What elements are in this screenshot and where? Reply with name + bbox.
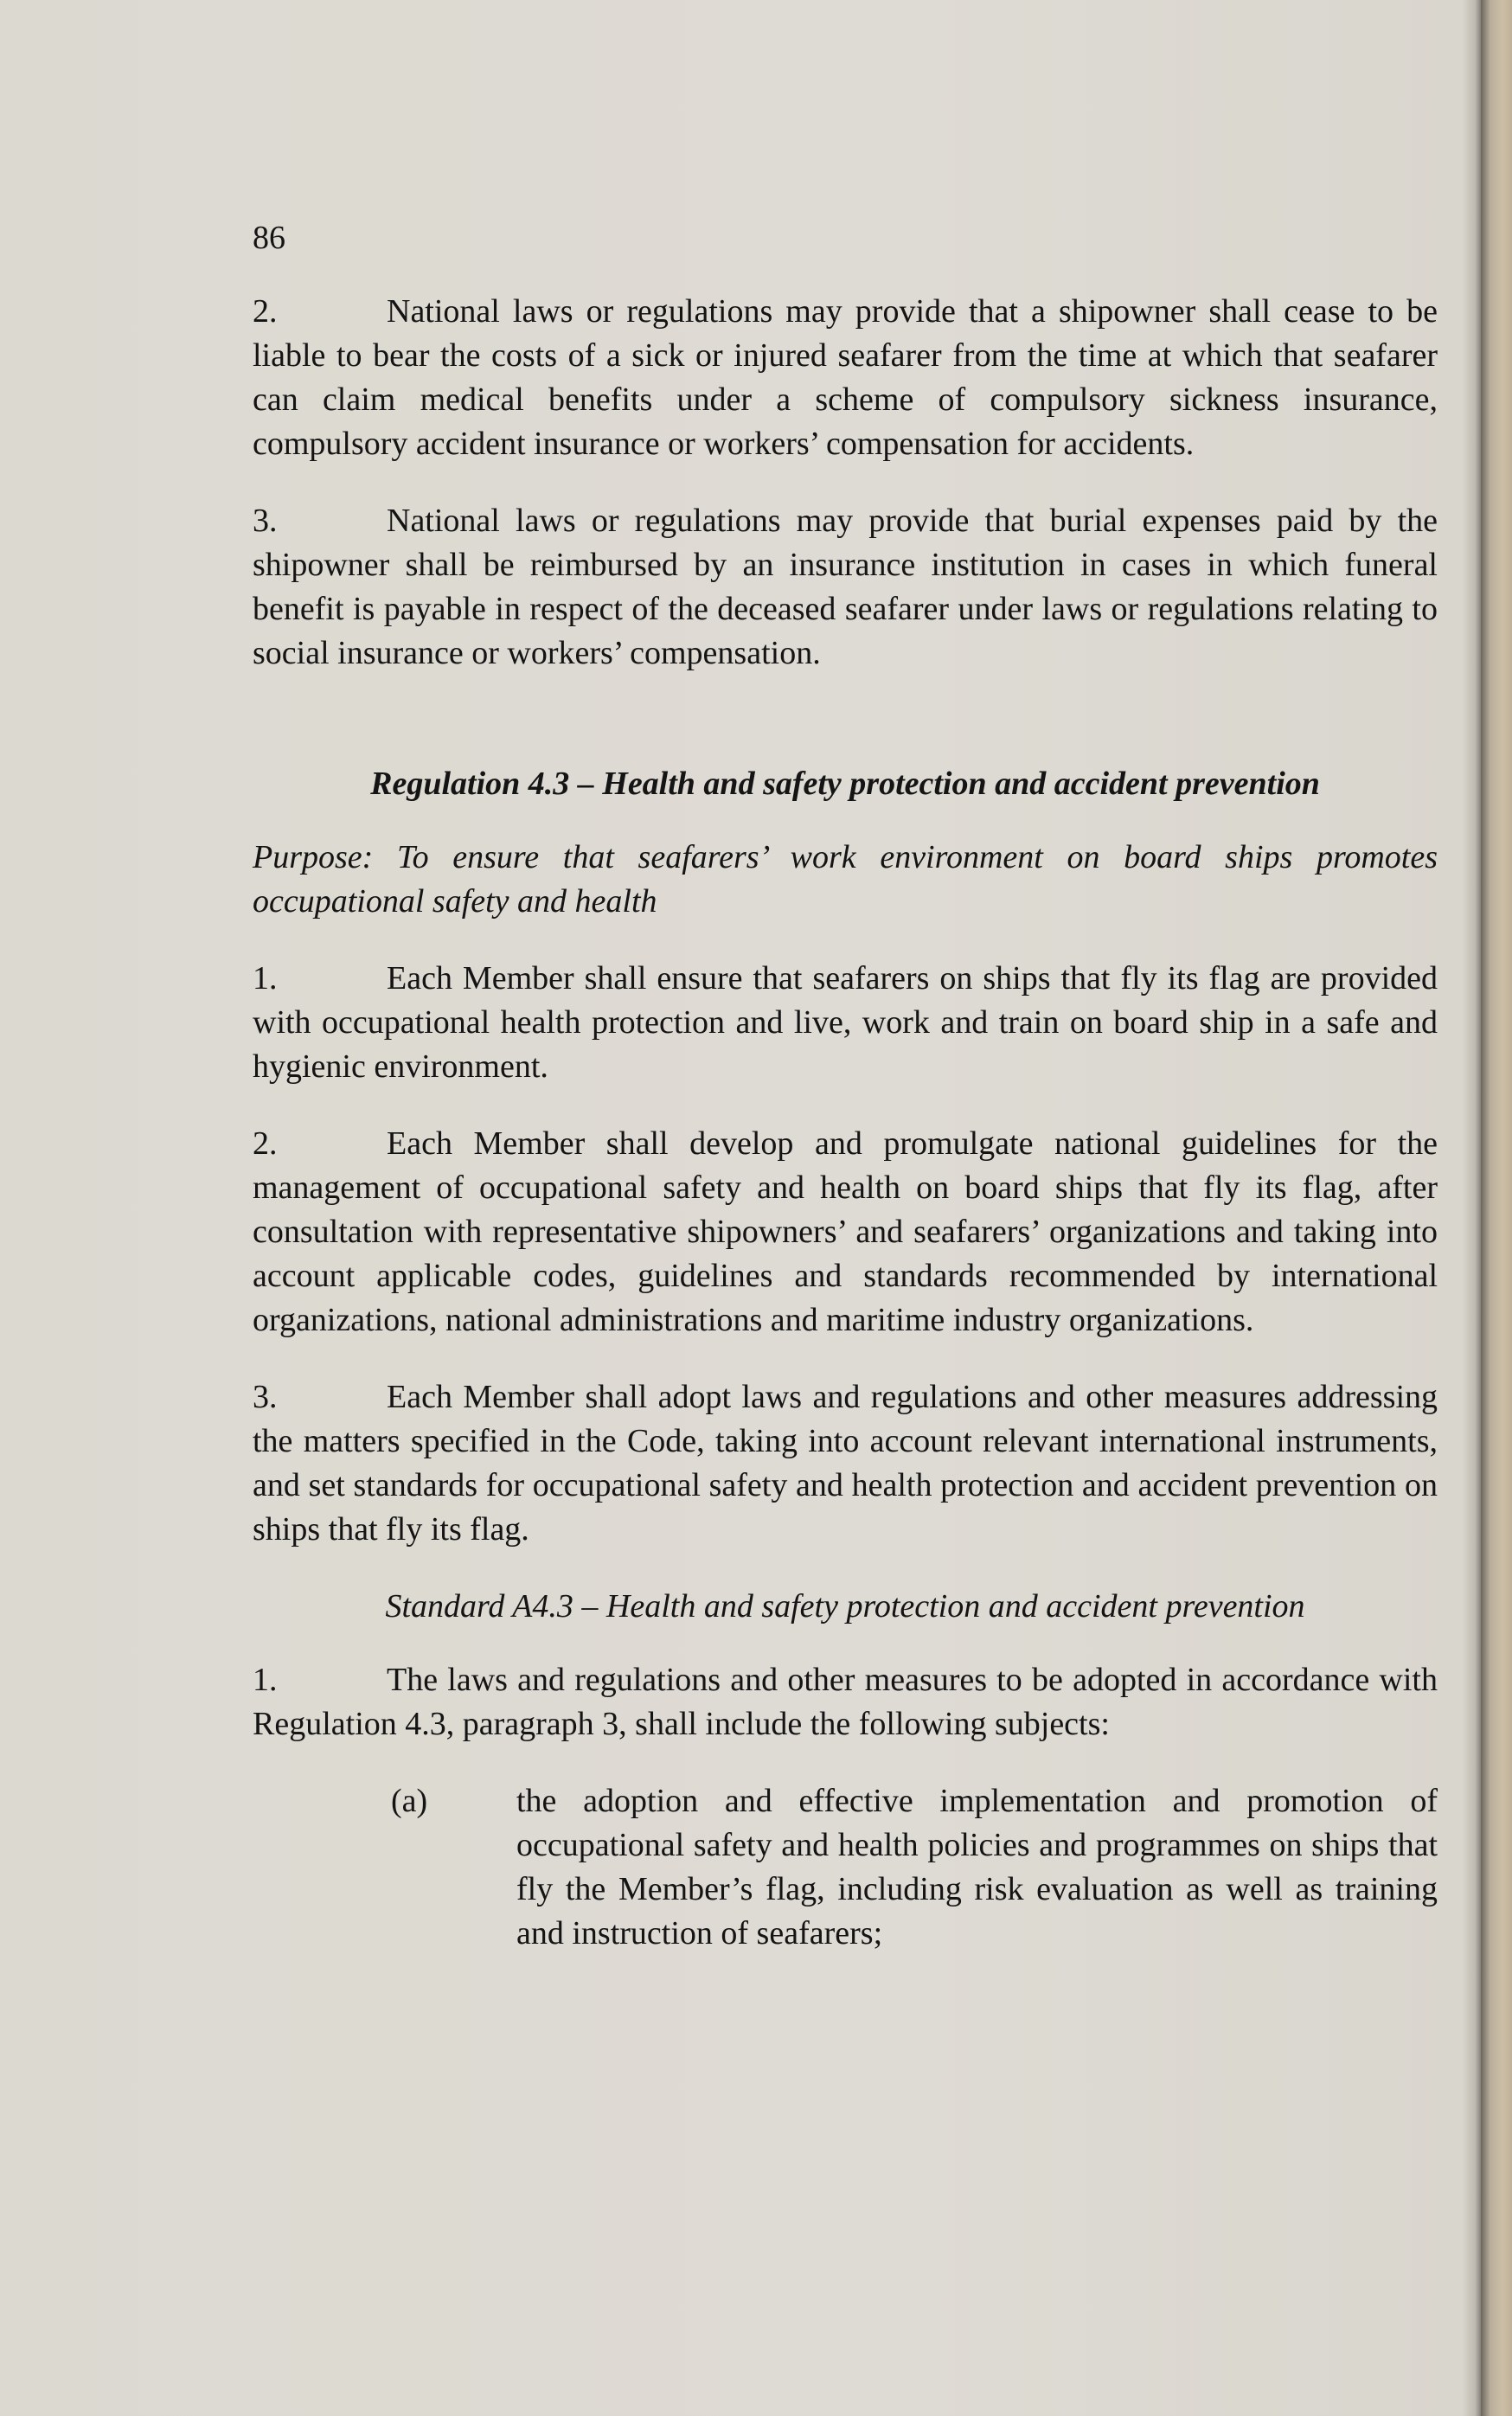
page-edge-shadow [1462, 0, 1481, 2416]
paragraph-number: 1. [253, 960, 278, 997]
paragraph-number: 3. [253, 503, 278, 539]
paragraph-text: National laws or regulations may provide that a shipowner shall cease to be liable to bear the costs of a sick or injured seafarer from the time at which that seafarer can claim medical benefits under a scheme of compulsory sickness insurance, compulsory accident insurance or workers’ compensation for accidents. [253, 293, 1438, 462]
list-item-label: (a) [391, 1783, 428, 1819]
standard-paragraph-1 [253, 1658, 1438, 1746]
paragraph-text: National laws or regulations may provide that burial expenses paid by the shipowner shall be reimbursed by an insurance institution in cases in which funeral benefit is payable in respect of the deceased seafarer under laws or regulations relating to social insurance or workers’ compensation. [253, 503, 1438, 671]
paragraph-number: 2. [253, 293, 278, 330]
list-item [391, 1779, 1438, 1956]
paragraph-number: 1. [253, 1662, 278, 1698]
paragraph-text: Each Member shall ensure that seafarers on ships that fly its flag are provided with occupational health protection and live, work and train on board ship in a safe and hygienic environment. [253, 960, 1438, 1085]
regulation-purpose: Purpose: To ensure that seafarers’ work environment on board ships promotes occupational safety and health [253, 839, 1438, 920]
regulation-title: Regulation 4.3 – Health and safety protection and accident prevention [370, 766, 1320, 802]
page-number: 86 [253, 220, 285, 256]
paragraph-number: 2. [253, 1125, 278, 1162]
regulation-paragraph-1 [253, 957, 1438, 1089]
book-binding [1481, 0, 1512, 2416]
regulation-paragraph-2 [253, 1122, 1438, 1343]
paragraph-3 [253, 499, 1438, 676]
paragraph-text: Each Member shall adopt laws and regulations and other measures addressing the matters specified in the Code, taking into account relevant international instruments, and set standards for occupational safety and health protection and accident prevention on ships that fly its flag. [253, 1379, 1438, 1548]
list-item-text: the adoption and effective implementation and promotion of occupational safety and health policies and programmes on ships that fly the Member’s flag, including risk evaluation as well as training and instruction of seafarers; [516, 1783, 1438, 1951]
paragraph-number: 3. [253, 1379, 278, 1415]
standard-title: Standard A4.3 – Health and safety protection and accident prevention [385, 1588, 1305, 1625]
paragraph-text: The laws and regulations and other measures to be adopted in accordance with Regulation 4.3, paragraph 3, shall include the following subjects: [253, 1662, 1438, 1742]
paragraph-text: Each Member shall develop and promulgate national guidelines for the management of occupational safety and health on board ships that fly its flag, after consultation with representative shipowners’ and seafarers’ organizations and taking into account applicable codes, guidelines and standards recommended by international organizations, national administrations and maritime industry organizations. [253, 1125, 1438, 1338]
regulation-paragraph-3 [253, 1375, 1438, 1552]
paragraph-2 [253, 290, 1438, 466]
page-content [253, 216, 1438, 1956]
